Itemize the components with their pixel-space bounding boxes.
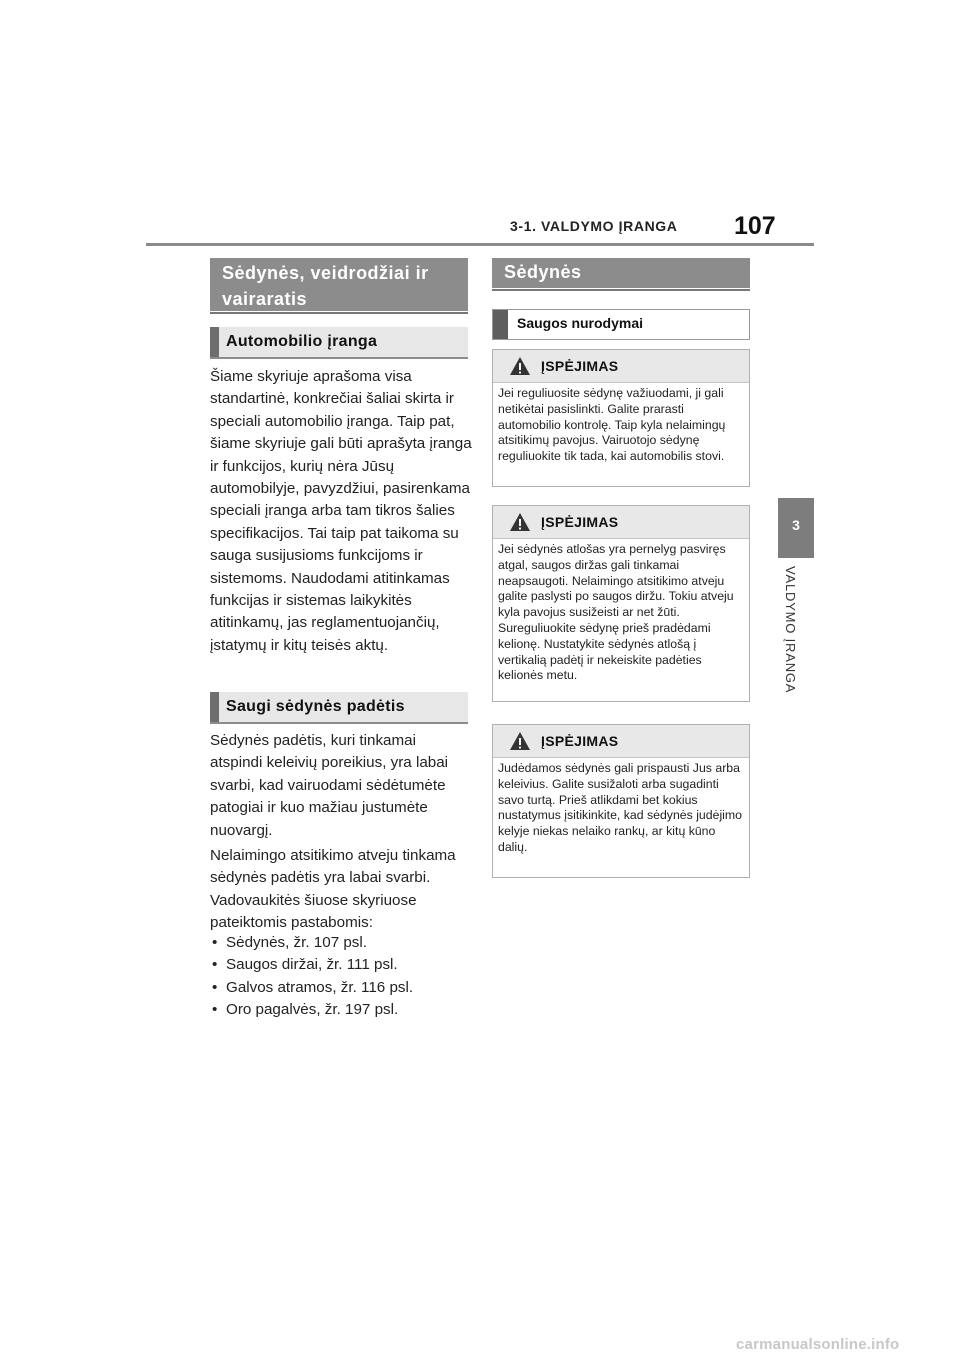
warning-triangle-icon (509, 356, 531, 376)
right-section-title (492, 258, 750, 288)
chapter-side-tab (778, 498, 814, 558)
warning-header (493, 725, 749, 758)
section-title-rule (492, 289, 750, 291)
page-number: 107 (734, 212, 776, 240)
warning-triangle-icon (509, 731, 531, 751)
safety-instructions-heading (492, 309, 750, 340)
right-section-title-text: Sėdynės (504, 262, 582, 282)
warning-header (493, 506, 749, 539)
seat-position-paragraph: Sėdynės padėtis, kuri tinkamai atspindi keleivių poreikius, yra labai svarbi, kad vairuodami sėdėtumėte patogiai ir kuo mažiau justumėte nuovargį. (210, 732, 449, 839)
warning-box (492, 724, 750, 878)
list-item: • Galvos atramos, žr. 116 psl. (210, 977, 472, 999)
watermark: carmanualsonline.info (736, 1336, 900, 1353)
warning-text: Judėdamos sėdynės gali prispausti Jus arba keleivius. Galite susižaloti arba sugadinti savo turtą. Prieš atlikdami bet kokius nustatymus įsitikinkite, kad sėdynės judėjimo kelyje niekas nelaiko rankų, ar kitų kūno dalių. (498, 761, 742, 854)
accident-paragraph: Nelaimingo atsitikimo atveju tinkama sėdynės padėtis yra labai svarbi. Vadovaukitės šiuose skyriuose pateiktomis pastabomis: (210, 847, 456, 932)
safety-instructions-heading-text: Saugos nurodymai (517, 315, 644, 331)
heading-accent-bar (493, 310, 508, 339)
chapter-tab-number: 3 (792, 517, 800, 533)
warning-text: Jei sėdynės atlošas yra pernelyg pasviręs atgal, saugos diržas gali tinkamai neapsaugoti. Nelaimingo atsitikimo atveju galite paslysti po saugos diržu. Tokiu atveju kyla pavojus susižeisti ar net žūti. Sureguliuokite sėdynę prieš pradėdami kelionę. Nustatykite sėdynės atlošą į vertikalią padėtį ir nekeiskite padėties kelionės metu. (498, 542, 734, 683)
auto-equipment-heading (210, 327, 468, 359)
warning-header (493, 350, 749, 383)
header-divider (146, 243, 814, 246)
heading-accent-bar (210, 692, 219, 722)
safe-seat-heading (210, 692, 468, 724)
reference-list (210, 932, 472, 1022)
warning-triangle-icon (509, 512, 531, 532)
chapter-side-label: VALDYMO ĮRANGA (783, 566, 798, 694)
auto-equipment-heading-text: Automobilio įranga (226, 333, 378, 350)
warning-title: ĮSPĖJIMAS (541, 358, 619, 374)
warning-title: ĮSPĖJIMAS (541, 514, 619, 530)
left-section-title (210, 258, 468, 311)
left-section-title-text: Sėdynės, veidrodžiai ir vairaratis (222, 263, 429, 309)
section-title-rule (210, 312, 468, 314)
warning-text: Jei reguliuosite sėdynę važiuodami, ji gali netikėtai pasislinkti. Galite prarasti automobilio kontrolę. Taip kyla nelaimingų atsitikimų pavojus. Vairuotojo sėdynę reguliuokite tik tada, kai automobilis stovi. (498, 386, 726, 464)
safe-seat-heading-text: Saugi sėdynės padėtis (226, 698, 405, 715)
chapter-title: 3-1. VALDYMO ĮRANGA (510, 218, 678, 234)
warning-title: ĮSPĖJIMAS (541, 733, 619, 749)
warning-box (492, 505, 750, 702)
heading-accent-bar (210, 327, 219, 357)
list-item: • Oro pagalvės, žr. 197 psl. (210, 999, 472, 1021)
list-item: • Saugos diržai, žr. 111 psl. (210, 954, 472, 976)
list-item: • Sėdynės, žr. 107 psl. (210, 932, 472, 954)
intro-paragraph: Šiame skyriuje aprašoma visa standartinė, konkrečiai šaliai skirta ir speciali automobilio įranga. Taip pat, šiame skyriuje gali būti aprašyta įranga ir funkcijos, kurių nėra Jūsų automobilyje, pavyzdžiui, pasirenkama speciali įranga arba tam tikros šalies specifikacijos. Tai taip pat taikoma su sauga susijusioms funkcijoms ir sistemoms. Naudodami atitinkamas funkcijas ir sistemas laikykitės atitinkamų, jas reglamentuojančių, įstatymų ir kitų teisės aktų. (210, 368, 472, 654)
warning-box (492, 349, 750, 487)
